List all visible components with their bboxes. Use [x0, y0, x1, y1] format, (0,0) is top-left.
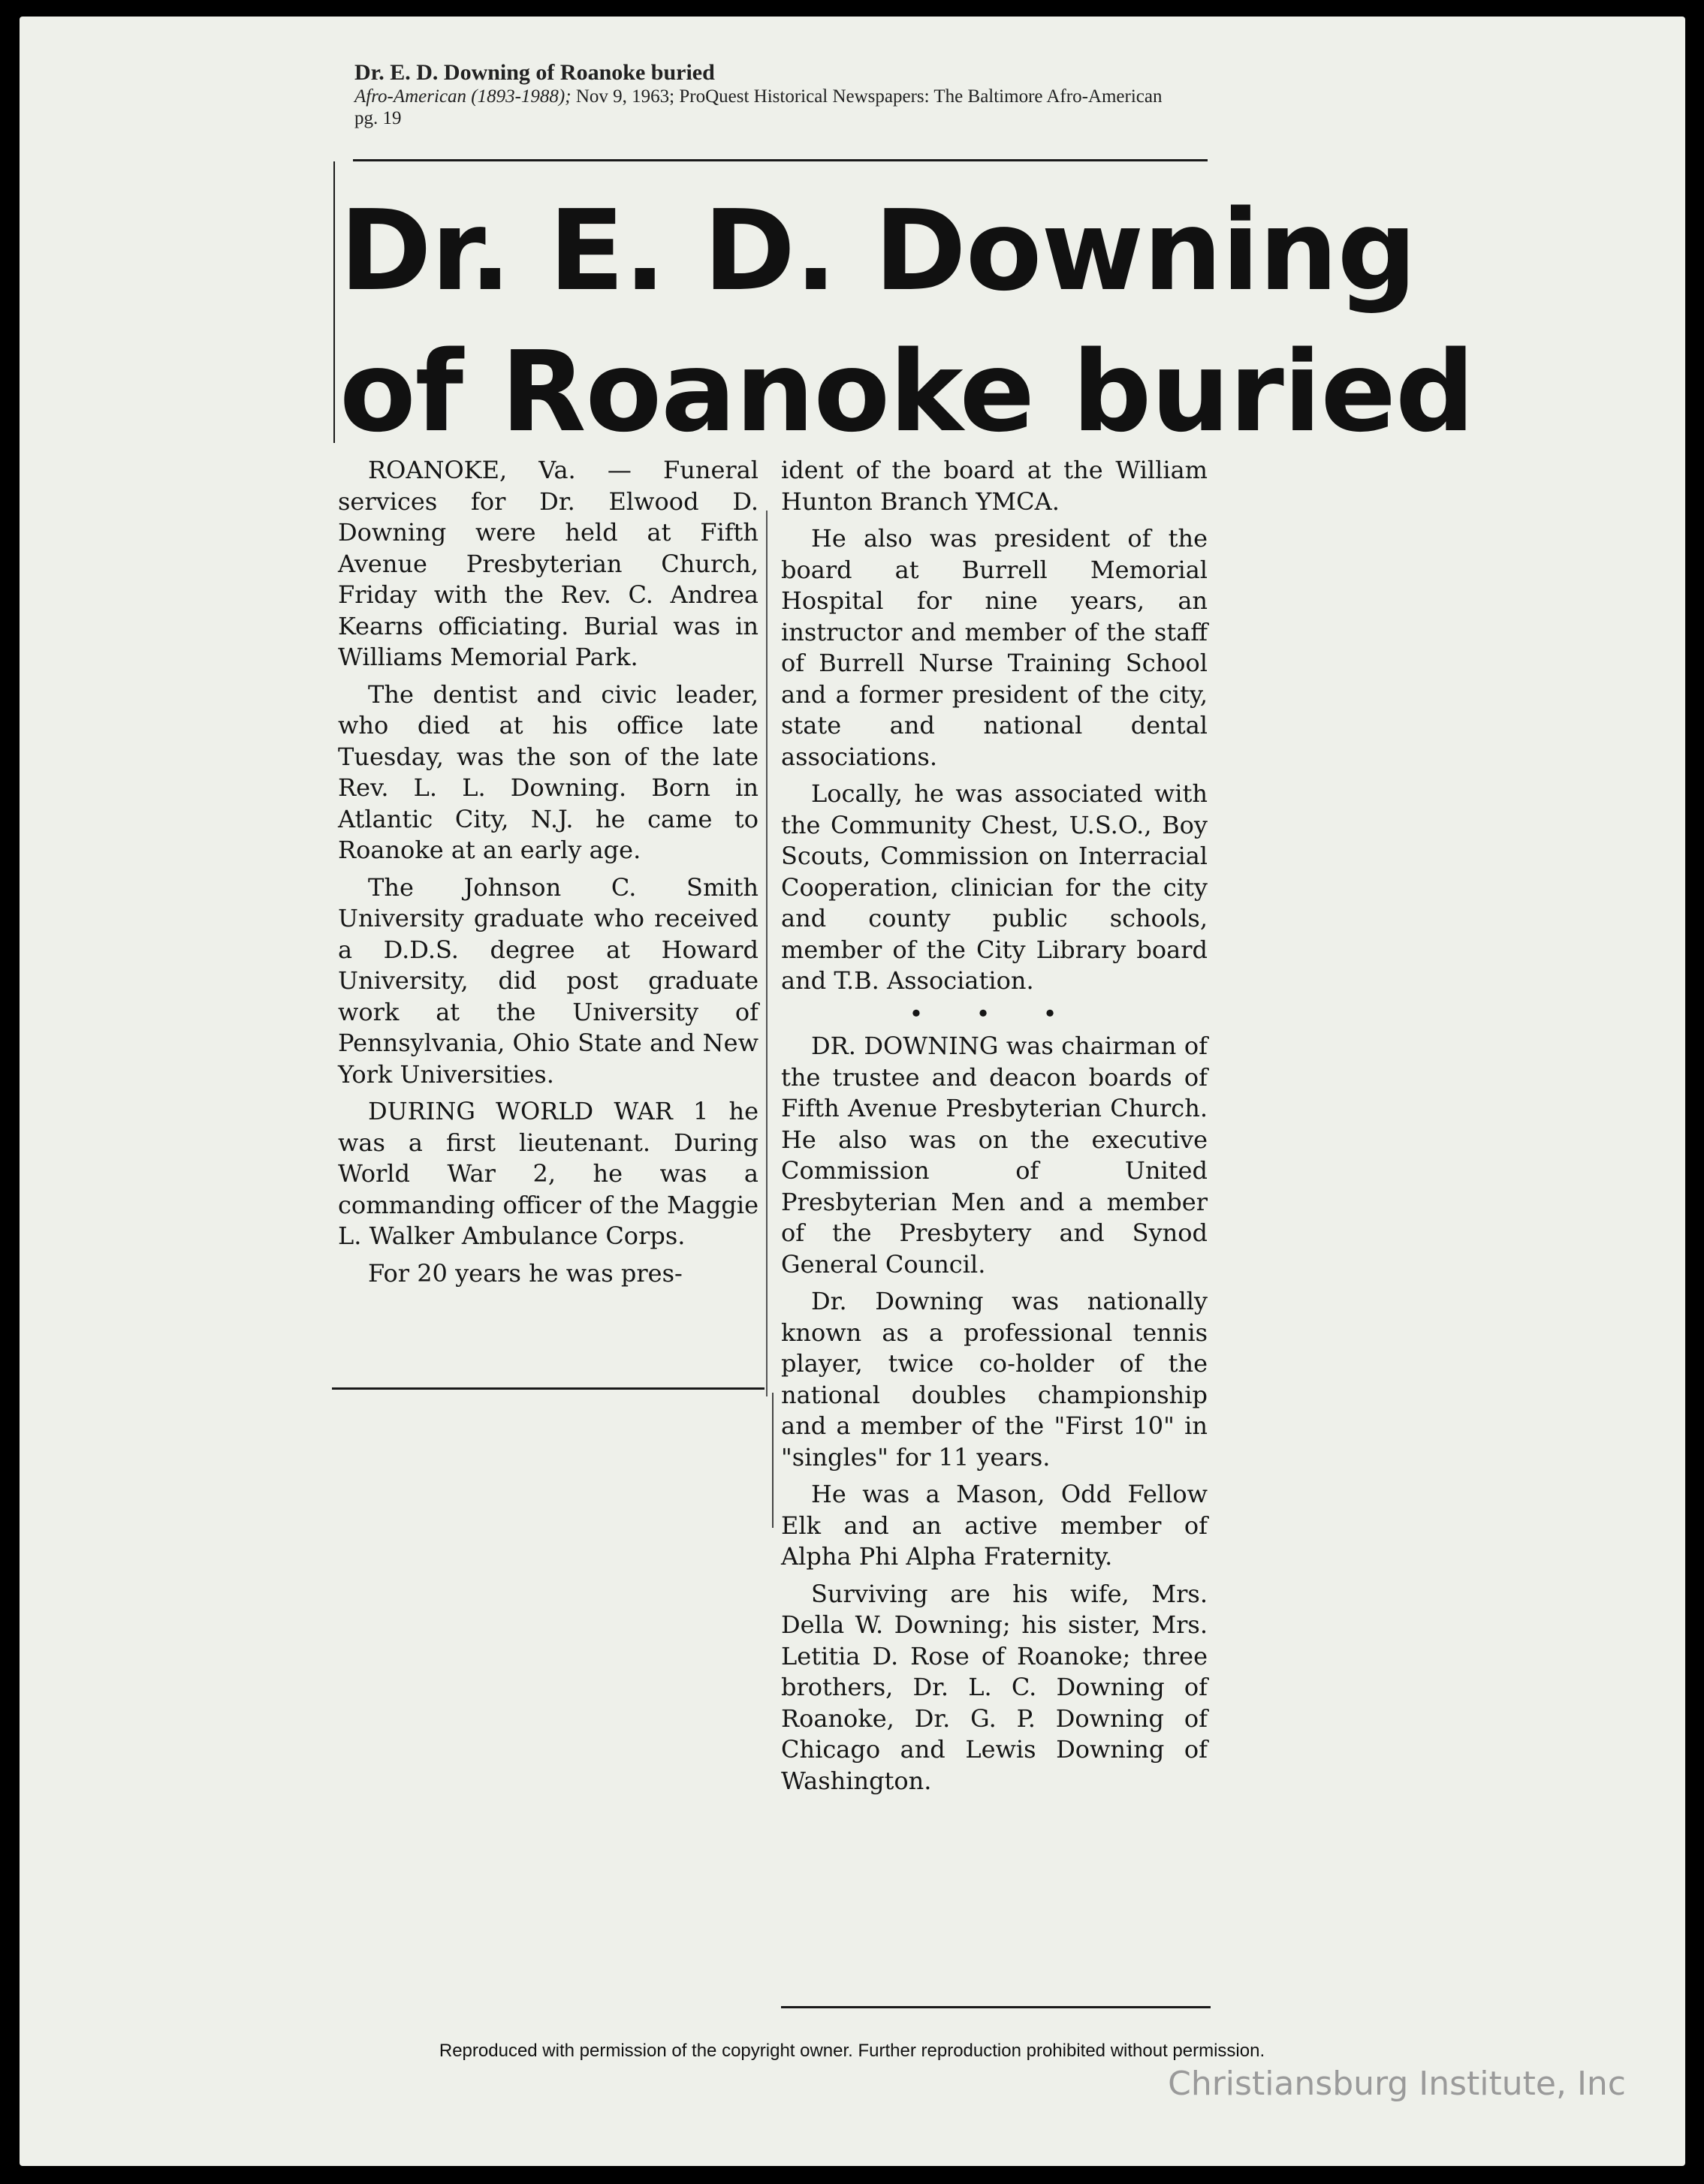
paragraph: He also was president of the board at Burrell Memorial Hospital for nine years, an instructor and member of the staff of Burrell Nurse Training School and a former president of the city, state and national dental associations.: [781, 524, 1208, 771]
citation-title: Dr. E. D. Downing of Roanoke buried: [354, 60, 715, 85]
article-column-1: [338, 455, 759, 1295]
article-column-2: [781, 455, 1208, 1803]
citation-source-line: [354, 86, 1331, 108]
column-divider: [766, 511, 768, 1396]
headline-left-border: [333, 161, 335, 443]
citation-source: Afro-American (1893-1988);: [354, 86, 572, 107]
paragraph: For 20 years he was pres-: [368, 1258, 683, 1288]
citation-details: Nov 9, 1963; ProQuest Historical Newspapers: The Baltimore Afro-American: [571, 86, 1163, 107]
watermark: Christiansburg Institute, Inc: [1168, 2065, 1626, 2103]
section-separator: • • •: [909, 999, 1080, 1028]
citation-page: pg. 19: [354, 108, 402, 128]
paragraph: Locally, he was associated with the Community Chest, U.S.O., Boy Scouts, Commission on Interracial Cooperation, clinician for the city and county public schools, member of the City Library board and T.B. Association.: [781, 779, 1208, 995]
paragraph: The Johnson C. Smith University graduate who received a D.D.S. degree at Howard University, did post graduate work at the University of Pennsylvania, Ohio State and New York Universities.: [338, 872, 759, 1089]
paragraph: DURING WORLD WAR 1 he was a first lieutenant. During World War 2, he was a commanding officer of the Maggie L. Walker Ambulance Corps.: [338, 1097, 759, 1250]
headline: [339, 180, 1474, 462]
paragraph: The dentist and civic leader, who died at his office late Tuesday, was the son of the late Rev. L. L. Downing. Born in Atlantic City, N.J. he came to Roanoke at an early age.: [338, 679, 759, 864]
paragraph: ident of the board at the William Hunton Branch YMCA.: [781, 456, 1208, 516]
paragraph: He was a Mason, Odd Fellow Elk and an active member of Alpha Phi Alpha Fraternity.: [781, 1480, 1208, 1571]
col1-bottom-rule: [332, 1387, 765, 1390]
top-rule: [353, 159, 1208, 161]
paragraph: DR. DOWNING was chairman of the trustee and deacon boards of Fifth Avenue Presbyterian Church. He also was on the executive Commission of United Presbyterian Men and a member of the Presbytery and Synod General Council.: [781, 1032, 1208, 1279]
citation-block: [354, 60, 1331, 129]
paragraph: Surviving are his wife, Mrs. Della W. Downing; his sister, Mrs. Letitia D. Rose of Roanoke; three brothers, Dr. L. C. Downing of Roanoke, Dr. G. P. Downing of Chicago and Lewis Downing of Washington.: [781, 1579, 1208, 1795]
headline-line-1: Dr. E. D. Downing: [339, 186, 1416, 315]
paragraph: ROANOKE, Va. — Funeral services for Dr. Elwood D. Downing were held at Fifth Avenue Presbyterian Church, Friday with the Rev. C. Andrea Kearns officiating. Burial was in Williams Memorial Park.: [338, 456, 759, 671]
copyright-notice: Reproduced with permission of the copyright owner. Further reproduction prohibited without permission.: [439, 2041, 1265, 2061]
paragraph: Dr. Downing was nationally known as a professional tennis player, twice co-holder of the national doubles championship and a member of the "First 10" in "singles" for 11 years.: [781, 1287, 1208, 1472]
col2-bottom-rule: [781, 2006, 1211, 2008]
col2-left-border: [772, 1393, 774, 1528]
headline-line-2: of Roanoke buried: [339, 327, 1474, 456]
